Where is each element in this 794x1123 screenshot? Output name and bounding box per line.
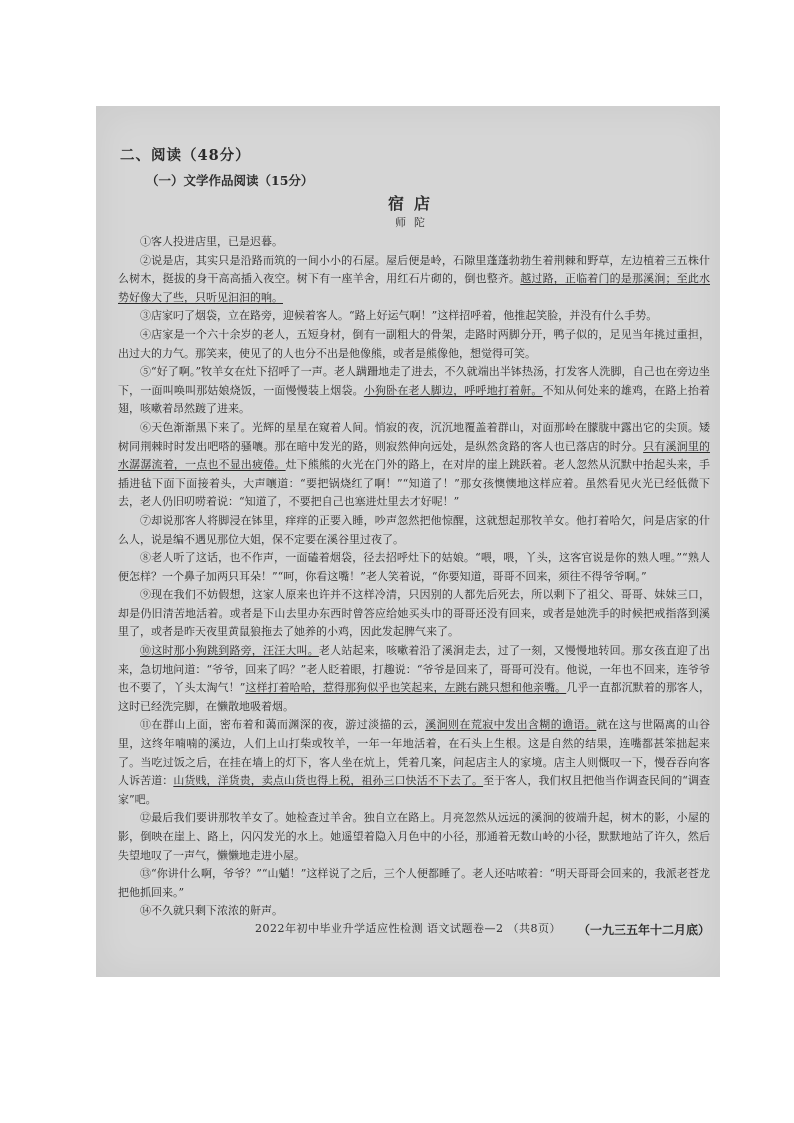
paragraph [118,586,710,642]
paragraph [118,307,710,326]
paragraph [118,716,710,809]
paragraph [118,419,710,512]
story-body [118,233,710,921]
paragraph-text: ④店家是一个六十余岁的老人，五短身材，倒有一副粗大的骨架，走路时两脚分开，鸭子似的，足见当年挑过重担，出过大的力气。那笑来，使见了的人也分不出是他像熊，或者是熊像他，想觉得可笑。 [118,327,710,360]
exam-page [96,106,720,977]
paragraph [118,902,710,921]
paragraph-text: ⑪在群山上面，密布着和蔼而渊深的夜，游过淡描的云， [140,718,426,732]
underlined-text: 溪涧则在荒寂中发出含糊的谵语。 [425,718,597,732]
section-title: 二、阅读（48分） [120,147,251,164]
paragraph [118,326,710,363]
paragraph-text: ②说是店，其实只是沿路而筑的一间小小的石屋。屋后便是岭，石隙里蓬蓬勃勃生着荆棘和野草，左边植着三五株什么树木，挺拔的身干高高插入夜空。树下有一座羊舍，用红石片砌的，倒也整齐。 [118,253,710,286]
underlined-text: 这时那小狗跳到路旁，汪汪大叫。 [151,644,319,658]
underlined-text: 这样打着哈哈，惹得那狗似乎也笑起来，左跳右跳只想和他亲嘴。 [245,681,567,695]
paragraph-text: ⑭不久就只剩下浓浓的鼾声。 [140,904,283,918]
sub-title: （一）文学作品阅读（15分） [146,173,314,188]
date-note: （一九三五年十二月底） [577,922,710,937]
underlined-text: ⑩ [140,644,152,658]
author: 师陀 [395,216,433,229]
paragraph-text: ①客人投进店里，已是迟暮。 [140,235,283,248]
paragraph-text: 就在这与世隔离的山谷里，这终年喃喃的溪边，人们上山打柴或牧羊，一年一年地活着，在石头上生根。这是自然的结果，连嘴都甚笨拙起来了。当吃过饭之后，在挂在墙上的灯下，客人坐在炕上，凭着几案，问起店主人的家境。店主人则慨叹一下，慢吞吞向客人诉苦道： [118,718,711,788]
paragraph [118,233,710,252]
paragraph [118,642,710,716]
paragraph-text: ⑦却说那客人将脚浸在钵里，痒痒的正要入睡，吵声忽然把他惊醒，这就想起那牧羊女。他打着哈欠，问是店家的什么人，说是编不遇见那位大姐，保不定要在溪谷里过夜了。 [118,513,710,546]
paragraph-text: 至于客人，我们权且把他当作调查民间的“调查家”吧。 [118,774,711,806]
paragraph-text: 老人站起来，咳嗽着沿了溪涧走去，过了一刻，又慢慢地转回。那女孩直迎了出来，急切地问道：“爷爷，回来了吗？”老人眨着眼，打趣说：“爷爷是回来了，哥哥可没有。他说，一年也不回来，连爷爷也不要了，丫头太淘气！” [118,644,711,695]
paragraph-text: ⑧老人听了这话，也不作声，一面磕着烟袋，径去招呼灶下的姑娘。“喂，喂，丫头，这客官说是你的熟人哩。”“熟人便怎样？一个鼻子加两只耳朵！”“呵，你看这嘴！”老人笑着说，“你要知道，哥哥不回来，须往不得爷爷啊。” [118,551,710,583]
paragraph [118,865,710,902]
paragraph-text: ⑫最后我们要讲那牧羊女了。她检查过羊舍。独自立在路上。月亮忽然从远远的溪涧的彼端升起，树木的影，小屋的影，倒映在崖上、路上，闪闪发光的水上。她遥望着隐入月色中的小径，那通着无数山岭的小径，默默地站了许久，然后失望地叹了一声气，懒懒地走进小屋。 [118,811,710,862]
underlined-text: 小狗卧在老人脚边，呼呼地打着鼾。 [363,383,543,397]
story-title: 宿店 [387,194,440,213]
paragraph-text: ⑬“你讲什么啊，爷爷？”“山魈！”这样说了之后，三个人便都睡了。老人还咕哝着：“明天哥哥会回来的，我派老苍龙把他抓回来。” [118,867,710,899]
page-footer: 2022年初中毕业升学适应性检测 语文试题卷—2 （共8页） [255,922,561,935]
paragraph [118,252,710,308]
paragraph [118,512,710,549]
paragraph-text: 几乎一直都沉默着的那客人，这时已经洗完脚，在懒散地吸着烟。 [118,681,711,713]
paragraph-text: ⑤“好了啊。”牧羊女在灶下招呼了一声。老人蹒跚地走了进去，不久就端出半钵热汤，打发客人洗脚，自己也在旁边坐下，一面叫唤叫那姑娘烧饭，一面慢慢装上烟袋。 [118,365,710,397]
page-content [118,144,710,938]
paragraph-text: 不知从何处来的雄鸡，在路上抬着翅，咳嗽着昂然踱了进来。 [118,383,711,416]
paragraph-text: ⑨现在我们不妨假想，这家人原来也许并不这样冷清，只因别的人都先后死去，所以剩下了祖父、哥哥、妹妹三口，却是仍旧清苦地活着。或者是下山去里办东西时曾答应给她买头巾的哥哥还没有回来，或者是她洗手的时候把戒指落到溪里了，或者是昨天夜里黄鼠狼拖去了她养的小鸡，因此发起脾气来了。 [118,588,710,639]
underlined-text: 山货贱，洋货贵，卖点山货也得上税，祖孙三口快活不下去了。 [173,774,484,788]
paragraph [118,363,710,419]
paragraph [118,809,710,865]
underlined-text: 越过路，正临着门的是那溪涧；至此水势好像大了些，只听见汩汩的响。 [118,272,711,304]
paragraph-text: ⑥天色渐渐黑下来了。光辉的星星在窥着人间。悄寂的夜，沉沉地覆盖着群山，对面那岭在朦胧中露出它的尖顶。矮树同荆棘时时发出吧嗒的骚嚷。那在暗中发光的路，则寂然伸向远处，是纵然贪路的客人也已落店的时分。 [118,420,710,453]
paragraph-text: ③店家叼了烟袋，立在路旁，迎候着客人。“路上好运气啊！”这样招呼着，他推起笑脸，并没有什么手势。 [140,309,658,323]
paragraph-text: 灶下熊熊的火光在门外的路上，在对岸的崖上跳跃着。老人忽然从沉默中抬起头来，手插进毡下面下面接着头，大声嚷道：“要把锅烧红了啊！”“知道了！”那女孩懊懊地这样应着。虽然看见火光已经低微下去，老人仍旧叨唠着说：“知道了，不要把自己也塞进灶里去才好呢！” [118,458,711,509]
paragraph [118,549,710,586]
underlined-text: 只有溪涧里的水潺潺流着，一点也不显出疲倦。 [118,439,711,472]
